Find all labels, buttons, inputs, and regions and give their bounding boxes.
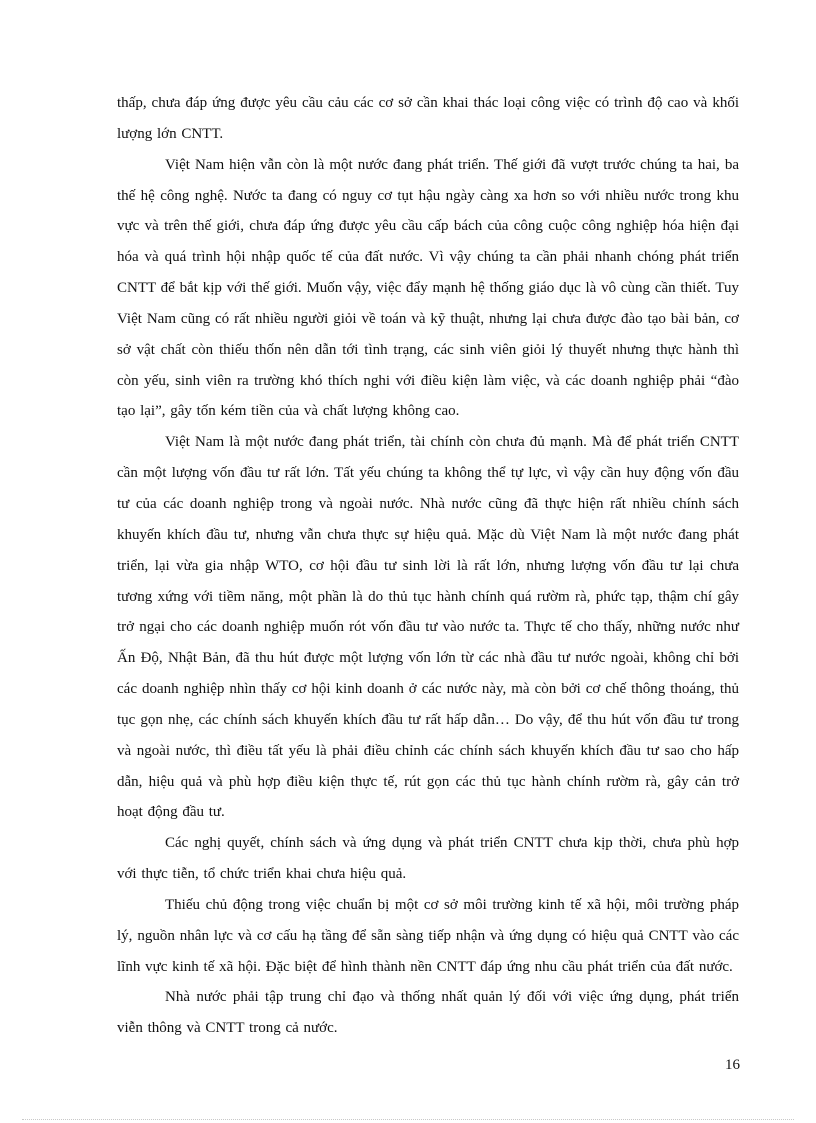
paragraph-3: Việt Nam là một nước đang phát triển, tài chính còn chưa đủ mạnh. Mà để phát triển CNTT cần một lượng vốn đầu tư rất lớn. Tất yếu chúng ta không thể tự lực, vì vậy cần huy động vốn đầu tư của các doanh nghiệp trong và ngoài nước. Nhà nước cũng đã thực hiện rất nhiều chính sách khuyến khích đầu tư, nhưng vẫn chưa thực sự hiệu quả. Mặc dù Việt Nam là một nước đang phát triển, lại vừa gia nhập WTO, cơ hội đầu tư sinh lời là rất lớn, nhưng lượng vốn đầu tư lại chưa tương xứng với tiềm năng, một phần là do thủ tục hành chính quá rườm rà, phức tạp, thậm chí gây trở ngại cho các doanh nghiệp muốn rót vốn đầu tư vào nước ta. Thực tế cho thấy, những nước như Ấn Độ, Nhật Bản, đã thu hút được một lượng vốn lớn từ các nhà đầu tư nước ngoài, không chỉ bởi các doanh nghiệp nhìn thấy cơ hội kinh doanh ở các nước này, mà còn bởi cơ chế thông thoáng, thủ tục gọn nhẹ, các chính sách khuyến khích đầu tư rất hấp dẫn… Do vậy, để thu hút vốn đầu tư trong và ngoài nước, thì điều tất yếu là phải điều chỉnh các chính sách khuyến khích đầu tư sao cho hấp dẫn, hiệu quả và phù hợp điều kiện thực tế, rút gọn các thủ tục hành chính rườm rà, gây cản trở hoạt động đầu tư.	[117, 434, 739, 821]
paragraph-2: Việt Nam hiện vẫn còn là một nước đang phát triển. Thế giới đã vượt trước chúng ta hai, ba thế hệ công nghệ. Nước ta đang có nguy cơ tụt hậu ngày càng xa hơn so với nhiều nước trong khu vực và trên thế giới, chưa đáp ứng được yêu cầu cấp bách của công cuộc công nghiệp hóa hiện đại hóa và quá trình hội nhập quốc tế của đất nước. Vì vậy chúng ta cần phải nhanh chóng phát triển CNTT để bắt kịp với thế giới. Muốn vậy, việc đẩy mạnh hệ thống giáo dục là vô cùng cần thiết. Tuy Việt Nam cũng có rất nhiều người giỏi về toán và kỹ thuật, nhưng lại chưa được đào tạo bài bản, cơ sở vật chất còn thiếu thốn nên dẫn tới tình trạng, các sinh viên giỏi lý thuyết nhưng thực hành thì còn yếu, sinh viên ra trường khó thích nghi với điều kiện làm việc, và các doanh nghiệp phải “đào tạo lại”, gây tốn kém tiền của và chất lượng không cao.	[117, 156, 739, 420]
page-number: 16	[725, 1057, 740, 1073]
paragraph-4: Các nghị quyết, chính sách và ứng dụng và phát triển CNTT chưa kịp thời, chưa phù hợp với thực tiễn, tổ chức triển khai chưa hiệu quả.	[117, 835, 739, 883]
paragraph-6: Nhà nước phải tập trung chỉ đạo và thống nhất quản lý đối với việc ứng dụng, phát triển viễn thông và CNTT trong cả nước.	[117, 989, 739, 1037]
page-bottom-divider	[22, 1119, 794, 1120]
body-text	[117, 88, 739, 1044]
paragraph-5: Thiếu chủ động trong việc chuẩn bị một cơ sở môi trường kinh tế xã hội, môi trường pháp lý, nguồn nhân lực và cơ cấu hạ tầng để sẵn sàng tiếp nhận và ứng dụng có hiệu quả CNTT vào các lĩnh vực kinh tế xã hội. Đặc biệt để hình thành nền CNTT đáp ứng nhu cầu phát triển của đất nước.	[117, 896, 739, 975]
paragraph-1: thấp, chưa đáp ứng được yêu cầu cảu các cơ sở cần khai thác loại công việc có trình độ cao và khối lượng lớn CNTT.	[117, 95, 739, 142]
